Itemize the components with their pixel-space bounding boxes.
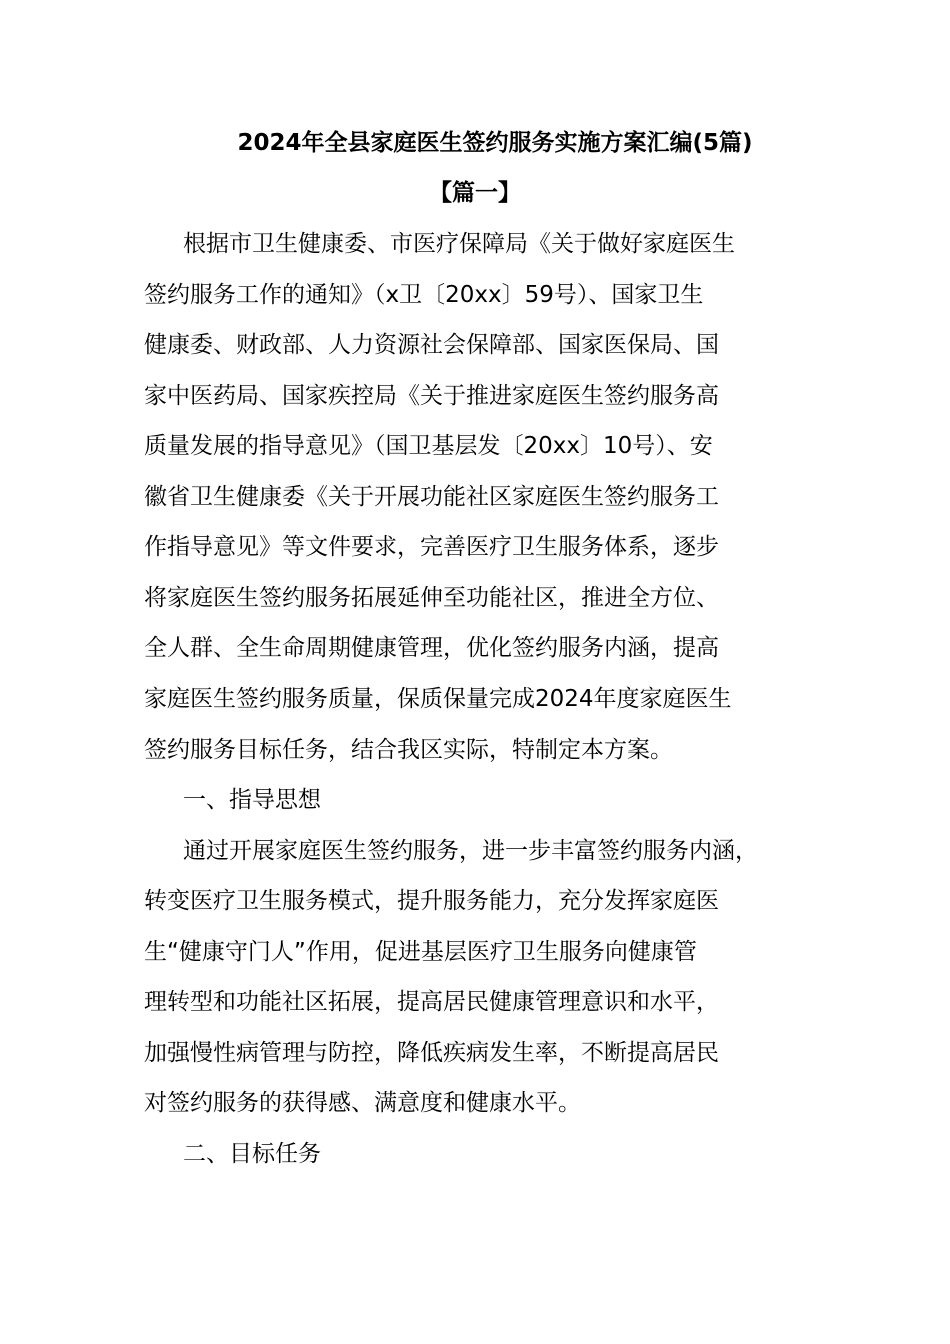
paragraph-line: 签约服务目标任务，结合我区实际，特制定本方案。 [144,737,673,763]
paragraph-line: 将家庭医生签约服务拓展延伸至功能社区，推进全方位、 [144,585,719,611]
paragraph-line: 健康委、财政部、人力资源社会保障部、国家医保局、国 [144,332,719,358]
paragraph-line: 质量发展的指导意见》（国卫基层发〔20xx〕10号）、安 [144,433,713,459]
paragraph-line: 徽省卫生健康委《关于开展功能社区家庭医生签约服务工 [144,484,719,510]
paragraph-line: 通过开展家庭医生签约服务，进一步丰富签约服务内涵， [183,838,758,864]
paragraph-line: 转变医疗卫生服务模式，提升服务能力，充分发挥家庭医 [144,888,719,914]
section-heading-part-one: 【篇一】 [429,180,521,206]
paragraph-line: 对签约服务的获得感、满意度和健康水平。 [144,1090,581,1116]
section-heading-goals: 二、目标任务 [183,1141,321,1167]
paragraph-line: 加强慢性病管理与防控，降低疾病发生率，不断提高居民 [144,1040,719,1066]
paragraph-line: 全人群、全生命周期健康管理，优化签约服务内涵，提高 [144,635,719,661]
paragraph-line: 根据市卫生健康委、市医疗保障局《关于做好家庭医生 [183,231,735,257]
document-title: 2024年全县家庭医生签约服务实施方案汇编(5篇) [237,130,753,156]
section-heading-guiding-ideology: 一、指导思想 [183,787,321,813]
paragraph-line: 理转型和功能社区拓展，提高居民健康管理意识和水平， [144,989,719,1015]
paragraph-line: 家中医药局、国家疾控局《关于推进家庭医生签约服务高 [144,383,719,409]
paragraph-line: 家庭医生签约服务质量，保质保量完成2024年度家庭医生 [144,686,732,712]
paragraph-line: 作指导意见》等文件要求，完善医疗卫生服务体系，逐步 [144,534,719,560]
paragraph-line: 签约服务工作的通知》（x卫〔20xx〕59号）、国家卫生 [144,282,704,308]
paragraph-line: 生“健康守门人”作用，促进基层医疗卫生服务向健康管 [144,939,697,965]
